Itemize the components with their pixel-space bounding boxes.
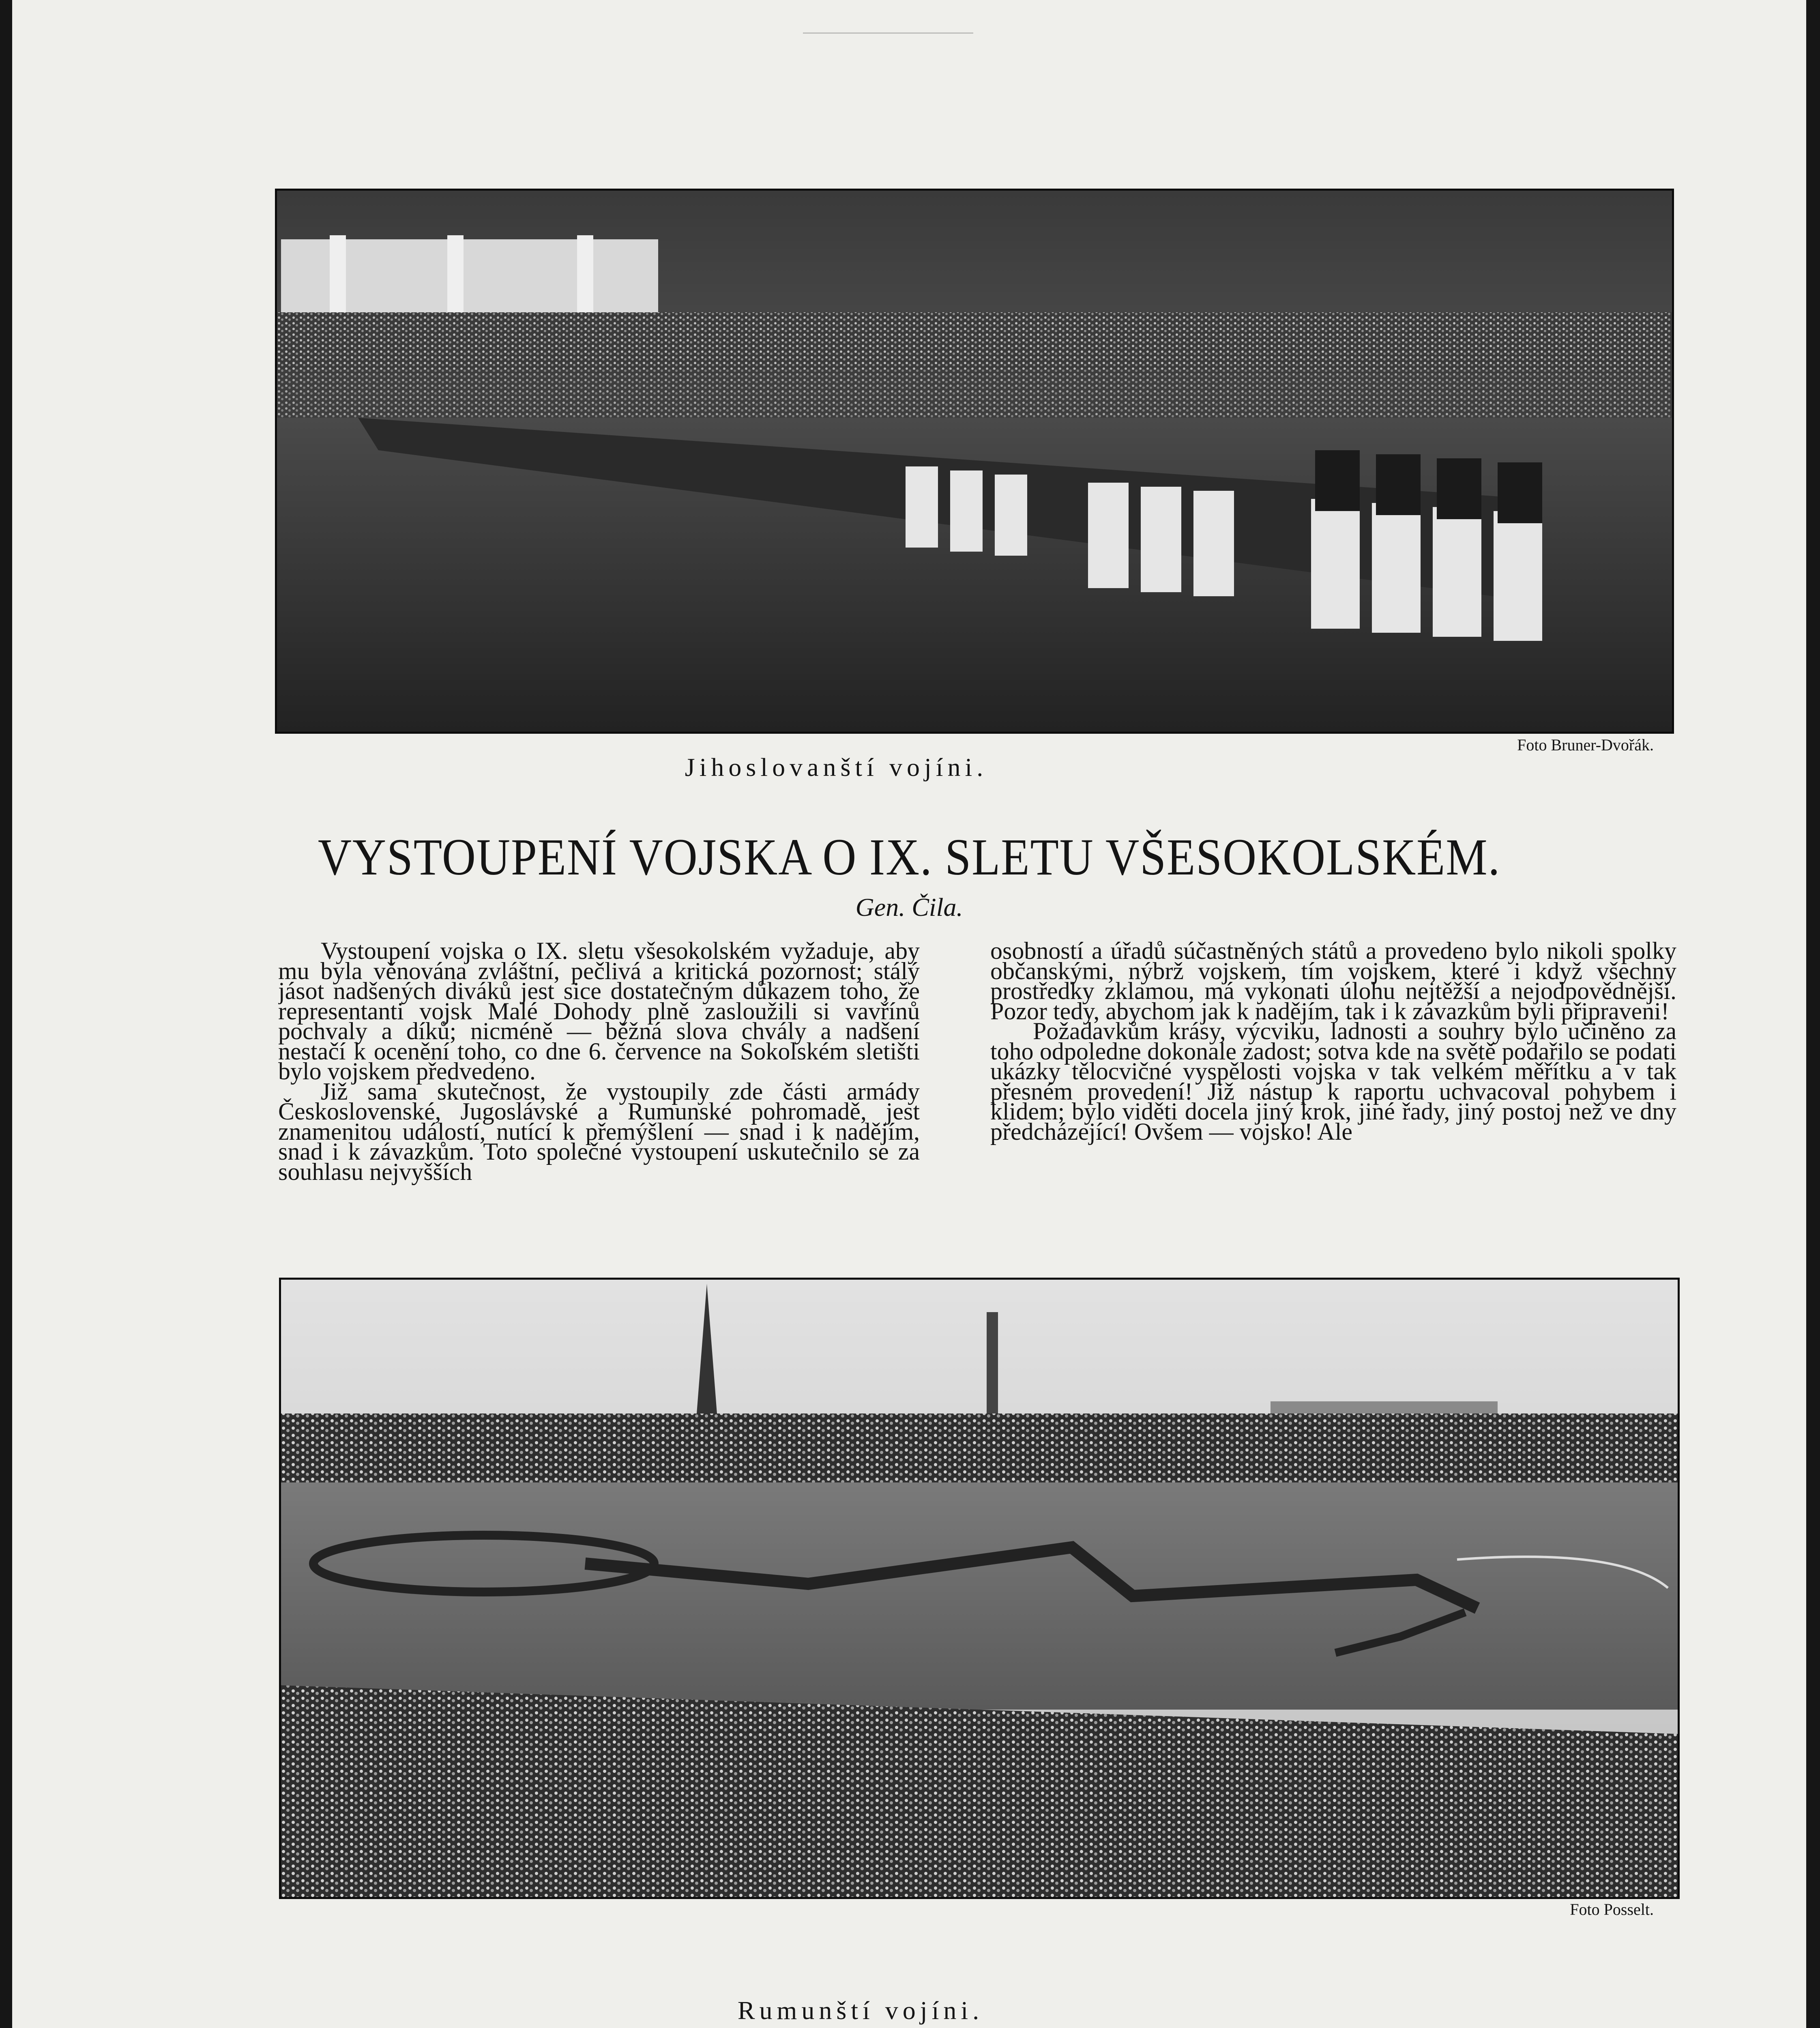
bottom-photo-caption: Rumunští vojíni. (737, 1996, 984, 2025)
article-paragraph: Již sama skutečnost, že vystoupily zde části armády Československé, Jugoslávské a Rumunské pohromadě, jest znamenitou událostí, nutící k přemýšlení — snad i k nadějím, snad i k závazkům. Toto společné vystoupení uskutečnilo se za souhlasu nejvyšších (278, 1078, 920, 1185)
bottom-photo-credit: Foto Posselt. (1570, 1900, 1654, 1918)
top-photo (275, 189, 1674, 734)
bottom-photo-image (281, 1280, 1678, 1897)
article-paragraph: Vystoupení vojska o IX. sletu všesokolském vyžaduje, aby mu byla věnována zvláštní, pečlivá a kritická pozornost; stálý jásot nadšených diváků jest sice dostatečným důkazem toho, že representanti vojsk Malé Dohody plně zasloužili si vavřínů pochvaly a díků; nicméně — běžná slova chvály a nadšení nestačí k ocenění toho, co dne 6. července na Sokolském sletišti bylo vojskem předvedeno. (278, 941, 920, 1085)
scan-edge-mark (803, 0, 973, 34)
top-photo-image (277, 191, 1672, 732)
article-author: Gen. Čila. (855, 893, 963, 922)
article-column-left (278, 941, 920, 1261)
article-paragraph: Požadavkům krásy, výcviku, ladnosti a souhry bylo učiněno za toho odpoledne dokonale zadost; sotva kde na světě podařilo se podati ukázky tělocvičné vyspělosti vojska v tak velkém měřítku a v tak přesném provedení! Již nástup k raportu uchvacoval pohybem i klidem; bylo viděti docela jiný krok, jiné řady, jiný postoj než ve dny předcházející! Ovšem — vojsko! Ale (990, 1018, 1676, 1145)
article-paragraph: osobností a úřadů súčastněných států a provedeno bylo nikoli spolky občanskými, nýbrž vojskem, tím vojskem, které i když všechny prostředky zklamou, má vykonati úlohu nejtěžší a nejodpovědnější. Pozor tedy, abychom jak k nadějím, tak i k závazkům byli připraveni! (990, 941, 1676, 1025)
top-photo-credit: Foto Bruner-Dvořák. (1517, 736, 1654, 754)
article-column-right (990, 941, 1676, 1261)
article-title: VYSTOUPENÍ VOJSKA O IX. SLETU VŠESOKOLSKÉM. (318, 828, 1501, 886)
top-photo-caption: Jihoslovanští vojíni. (685, 753, 988, 782)
magazine-page (12, 0, 1806, 2028)
bottom-photo (279, 1278, 1680, 1899)
